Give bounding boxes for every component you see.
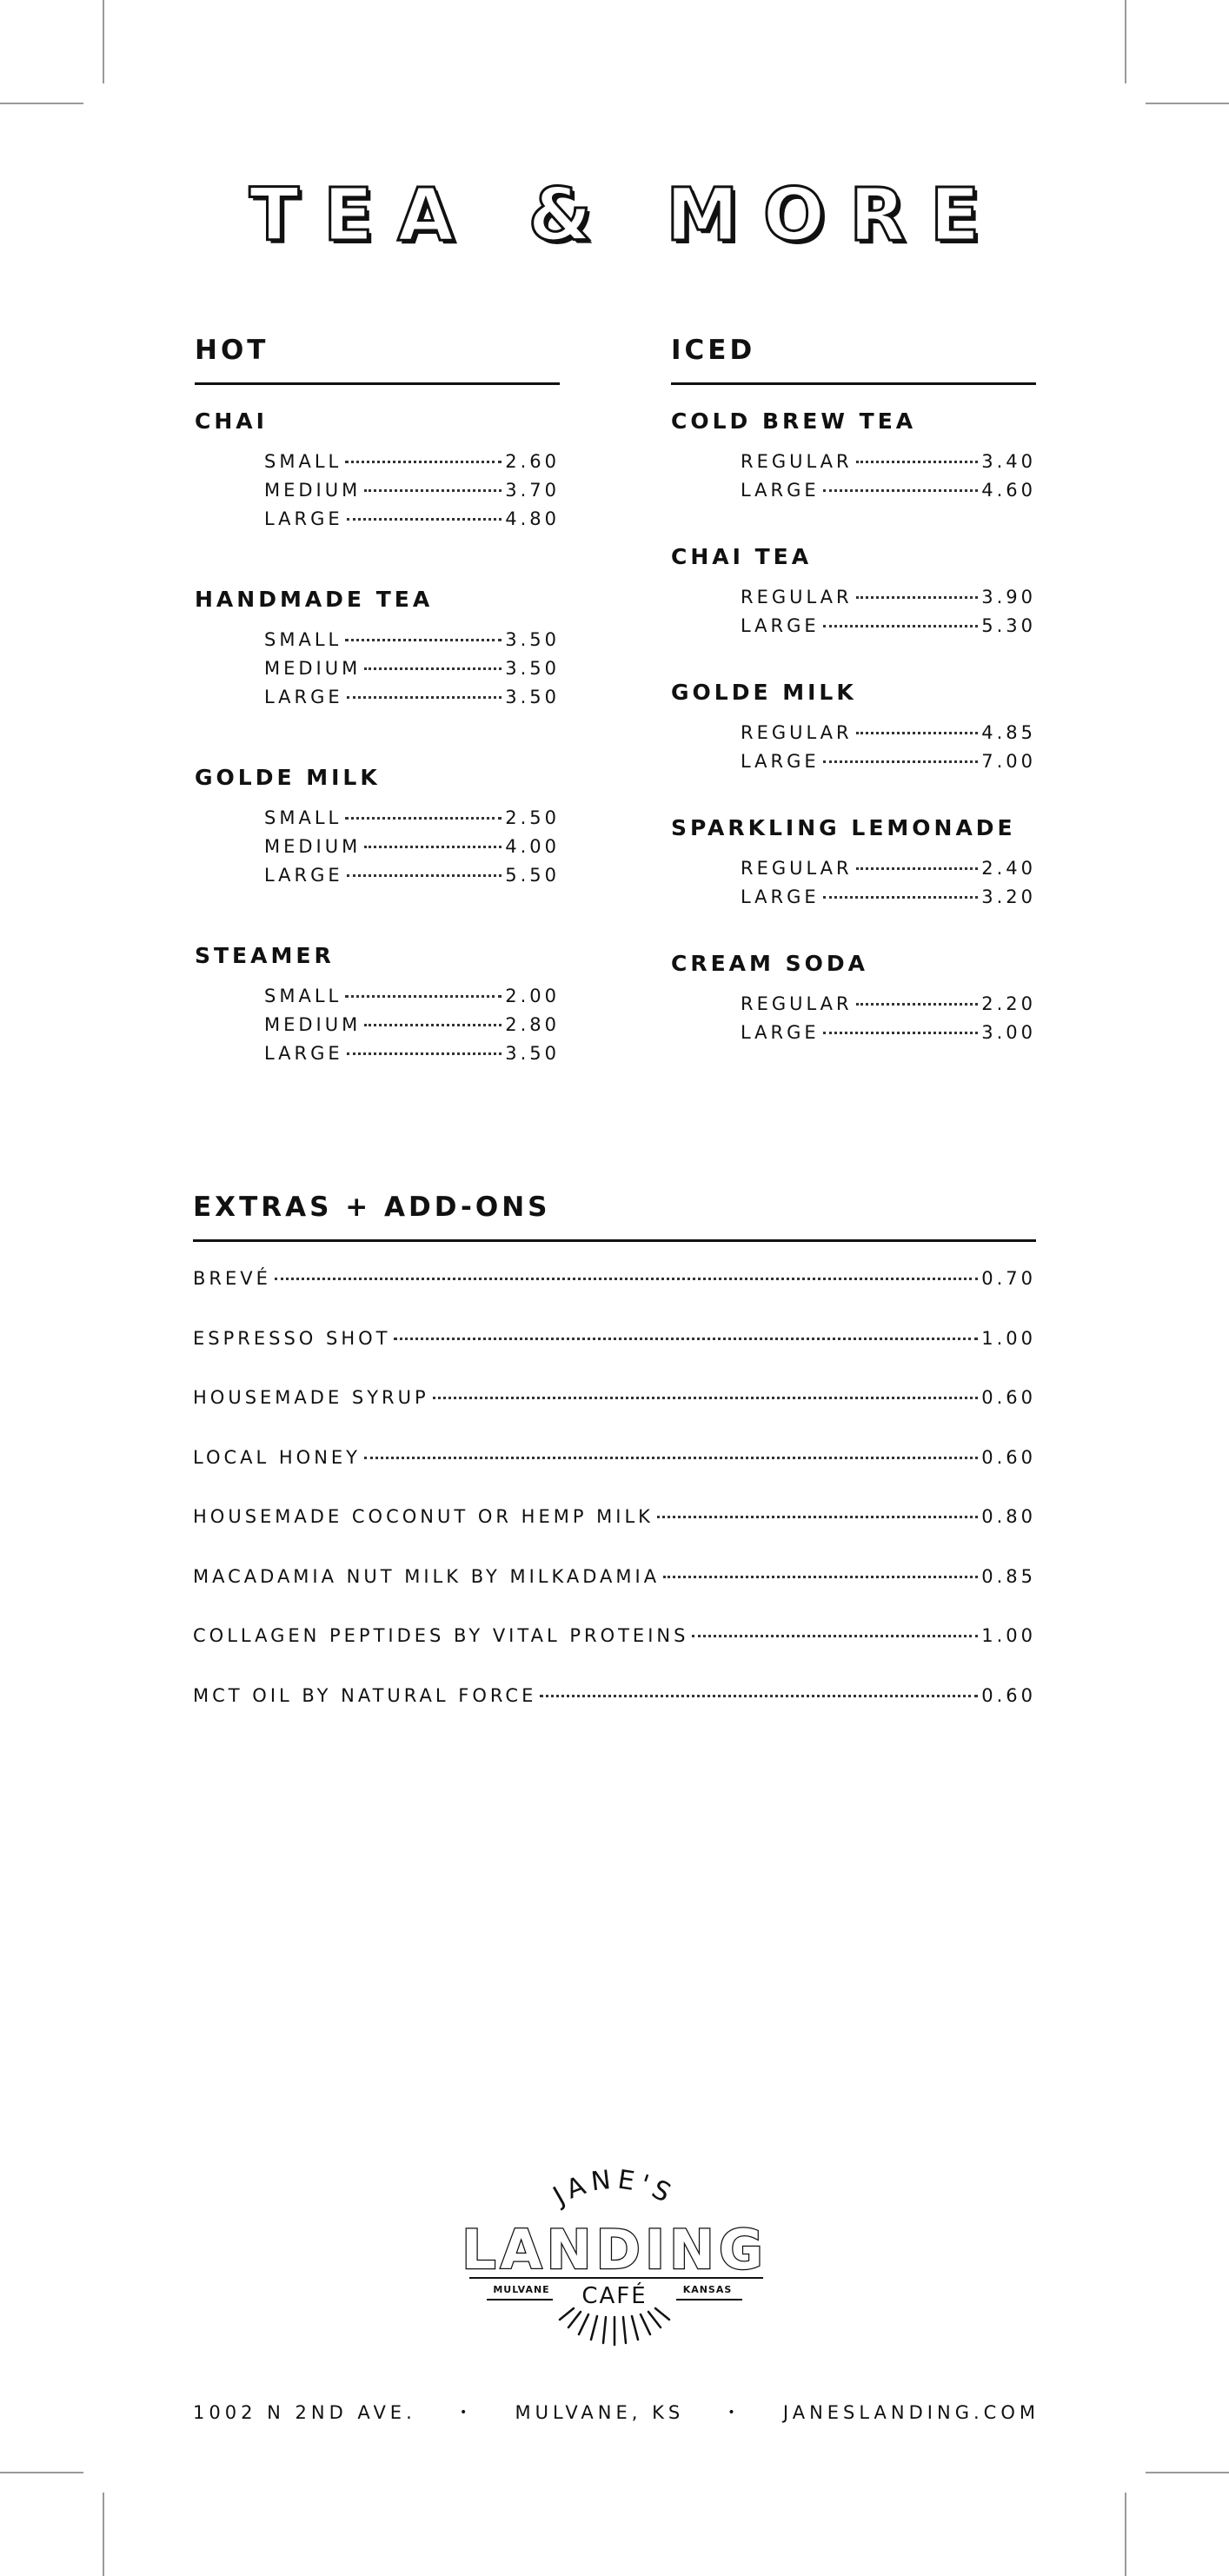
extra-price: 0.80 xyxy=(981,1506,1036,1527)
menu-item xyxy=(671,677,1036,776)
dot-leader xyxy=(364,1457,978,1459)
price-row xyxy=(264,1011,560,1039)
price-row xyxy=(264,654,560,683)
crop-mark xyxy=(0,103,83,104)
menu-item xyxy=(671,813,1036,912)
item-name: CHAI xyxy=(195,408,268,434)
price-row xyxy=(264,626,560,654)
item-name: GOLDE MILK xyxy=(195,765,381,790)
menu-title: TEA & MORE xyxy=(249,172,1005,257)
price-value: 5.30 xyxy=(981,615,1036,636)
price-value: 3.20 xyxy=(981,886,1036,907)
dot-leader xyxy=(364,489,502,492)
dot-leader xyxy=(657,1516,978,1518)
price-row xyxy=(264,982,560,1011)
size-label: LARGE xyxy=(264,865,343,886)
iced-rule xyxy=(671,382,1036,385)
footer-separator: • xyxy=(459,2406,472,2420)
item-name: HANDMADE TEA xyxy=(195,587,434,612)
dot-leader xyxy=(347,1052,502,1055)
price-value: 5.50 xyxy=(505,865,560,886)
extra-item xyxy=(193,1380,1036,1440)
size-label: MEDIUM xyxy=(264,836,362,857)
price-row xyxy=(741,612,1036,641)
size-label: MEDIUM xyxy=(264,1014,362,1035)
footer xyxy=(193,2397,1040,2428)
dot-leader xyxy=(856,461,979,463)
dot-leader xyxy=(823,1032,979,1034)
item-name: GOLDE MILK xyxy=(671,680,857,705)
price-row xyxy=(741,990,1036,1019)
price-value: 4.60 xyxy=(981,480,1036,501)
price-list xyxy=(264,982,560,1068)
crop-mark xyxy=(1146,103,1229,104)
iced-section xyxy=(671,330,1036,1047)
price-row xyxy=(264,804,560,833)
item-name: STEAMER xyxy=(195,943,335,968)
extra-name: MCT OIL BY NATURAL FORCE xyxy=(193,1684,537,1706)
price-list xyxy=(741,583,1036,641)
price-value: 3.50 xyxy=(505,687,560,707)
price-value: 3.40 xyxy=(981,451,1036,472)
extras-list xyxy=(193,1261,1036,1737)
size-label: LARGE xyxy=(741,1022,820,1043)
extra-item xyxy=(193,1440,1036,1500)
dot-leader xyxy=(823,625,979,627)
size-label: LARGE xyxy=(264,1043,343,1064)
price-row xyxy=(741,854,1036,883)
price-row xyxy=(264,448,560,476)
crop-mark xyxy=(1146,2472,1229,2473)
price-list xyxy=(741,448,1036,505)
size-label: REGULAR xyxy=(741,722,853,743)
menu-item xyxy=(671,406,1036,505)
price-value: 3.70 xyxy=(505,480,560,501)
price-row xyxy=(741,719,1036,747)
extra-item xyxy=(193,1559,1036,1619)
extra-price: 0.85 xyxy=(981,1565,1036,1587)
size-label: LARGE xyxy=(741,886,820,907)
extra-name: MACADAMIA NUT MILK BY MILKADAMIA xyxy=(193,1565,661,1587)
extra-price: 0.60 xyxy=(981,1446,1036,1468)
sunburst-icon xyxy=(560,2308,669,2345)
size-label: MEDIUM xyxy=(264,480,362,501)
price-value: 4.00 xyxy=(505,836,560,857)
size-label: LARGE xyxy=(264,687,343,707)
size-label: REGULAR xyxy=(741,587,853,607)
dot-leader xyxy=(345,461,502,463)
footer-website[interactable]: JANESLANDING.COM xyxy=(782,2402,1040,2423)
price-value: 2.80 xyxy=(505,1014,560,1035)
size-label: SMALL xyxy=(264,451,342,472)
janes-landing-logo xyxy=(417,2147,812,2364)
size-label: SMALL xyxy=(264,629,342,650)
price-row xyxy=(741,1019,1036,1047)
dot-leader xyxy=(345,817,502,820)
price-value: 4.85 xyxy=(981,722,1036,743)
footer-separator: • xyxy=(727,2406,740,2420)
extras-heading: EXTRAS + ADD-ONS xyxy=(193,1192,551,1223)
dot-leader xyxy=(540,1695,978,1697)
menu-item xyxy=(195,762,560,890)
extra-name: BREVÉ xyxy=(193,1268,271,1289)
size-label: REGULAR xyxy=(741,858,853,879)
price-row xyxy=(264,833,560,861)
size-label: REGULAR xyxy=(741,451,853,472)
footer-address: 1002 N 2ND AVE. xyxy=(193,2402,416,2423)
price-value: 3.50 xyxy=(505,629,560,650)
iced-heading: ICED xyxy=(671,335,756,366)
dot-leader xyxy=(856,867,979,870)
price-value: 2.40 xyxy=(981,858,1036,879)
crop-mark xyxy=(0,2472,83,2473)
price-row xyxy=(264,1039,560,1068)
price-value: 2.60 xyxy=(505,451,560,472)
price-row xyxy=(264,683,560,712)
extra-name: ESPRESSO SHOT xyxy=(193,1327,391,1349)
dot-leader xyxy=(856,596,979,599)
iced-items xyxy=(671,406,1036,1047)
size-label: LARGE xyxy=(741,751,820,772)
price-value: 2.50 xyxy=(505,807,560,828)
dot-leader xyxy=(394,1338,978,1340)
extra-price: 1.00 xyxy=(981,1625,1036,1646)
extra-item xyxy=(193,1261,1036,1321)
price-row xyxy=(264,476,560,505)
hot-heading: HOT xyxy=(195,335,269,366)
size-label: MEDIUM xyxy=(264,658,362,679)
size-label: SMALL xyxy=(264,986,342,1006)
dot-leader xyxy=(692,1635,978,1637)
dot-leader xyxy=(347,518,502,521)
extra-price: 0.60 xyxy=(981,1684,1036,1706)
price-list xyxy=(264,804,560,890)
dot-leader xyxy=(347,696,502,699)
crop-mark xyxy=(103,0,104,83)
extra-item xyxy=(193,1618,1036,1678)
extra-item xyxy=(193,1499,1036,1559)
price-row xyxy=(741,747,1036,776)
dot-leader xyxy=(364,667,502,670)
price-row xyxy=(264,505,560,534)
menu-item xyxy=(195,584,560,712)
extra-name: COLLAGEN PEPTIDES BY VITAL PROTEINS xyxy=(193,1625,689,1646)
price-value: 3.00 xyxy=(981,1022,1036,1043)
item-name: COLD BREW TEA xyxy=(671,408,917,434)
extra-name: LOCAL HONEY xyxy=(193,1446,362,1468)
crop-mark xyxy=(103,2493,104,2576)
dot-leader xyxy=(275,1278,978,1280)
price-list xyxy=(741,719,1036,776)
dot-leader xyxy=(345,639,502,641)
logo-main-text: LANDING xyxy=(462,2218,767,2281)
menu-item xyxy=(671,948,1036,1047)
hot-section xyxy=(195,330,560,1068)
menu-item xyxy=(671,541,1036,641)
dot-leader xyxy=(823,760,979,763)
hot-rule xyxy=(195,382,560,385)
menu-item xyxy=(195,406,560,534)
size-label: LARGE xyxy=(741,615,820,636)
crop-mark xyxy=(1125,2493,1126,2576)
extra-price: 1.00 xyxy=(981,1327,1036,1349)
dot-leader xyxy=(364,1024,502,1026)
size-label: LARGE xyxy=(741,480,820,501)
dot-leader xyxy=(347,874,502,877)
logo-top-text: JANE'S xyxy=(548,2164,681,2212)
price-value: 7.00 xyxy=(981,751,1036,772)
price-list xyxy=(741,854,1036,912)
extra-item xyxy=(193,1321,1036,1381)
logo-left-text: MULVANE xyxy=(493,2284,550,2295)
size-label: SMALL xyxy=(264,807,342,828)
size-label: LARGE xyxy=(264,508,343,529)
dot-leader xyxy=(856,1003,979,1006)
item-name: CHAI TEA xyxy=(671,544,813,569)
dot-leader xyxy=(823,489,979,492)
dot-leader xyxy=(433,1397,979,1399)
extras-rule xyxy=(193,1239,1036,1242)
dot-leader xyxy=(823,896,979,899)
price-row xyxy=(741,583,1036,612)
extras-section xyxy=(193,1187,1036,1737)
extra-name: HOUSEMADE SYRUP xyxy=(193,1387,429,1408)
extra-price: 0.60 xyxy=(981,1387,1036,1408)
logo-right-text: KANSAS xyxy=(682,2284,733,2295)
footer-city: MULVANE, KS xyxy=(515,2402,685,2423)
dot-leader xyxy=(856,732,979,734)
extra-item xyxy=(193,1678,1036,1738)
price-list xyxy=(264,448,560,534)
extra-price: 0.70 xyxy=(981,1268,1036,1289)
price-value: 3.50 xyxy=(505,658,560,679)
size-label: REGULAR xyxy=(741,993,853,1014)
price-value: 3.90 xyxy=(981,587,1036,607)
item-name: CREAM SODA xyxy=(671,951,868,976)
price-value: 4.80 xyxy=(505,508,560,529)
price-value: 2.00 xyxy=(505,986,560,1006)
price-row xyxy=(741,448,1036,476)
price-row xyxy=(741,476,1036,505)
price-value: 2.20 xyxy=(981,993,1036,1014)
dot-leader xyxy=(345,995,502,998)
price-list xyxy=(264,626,560,712)
logo-sub-text: CAFÉ xyxy=(581,2283,648,2309)
item-name: SPARKLING LEMONADE xyxy=(671,815,1016,840)
extra-name: HOUSEMADE COCONUT OR HEMP MILK xyxy=(193,1506,654,1527)
price-value: 3.50 xyxy=(505,1043,560,1064)
crop-mark xyxy=(1125,0,1126,83)
price-row xyxy=(264,861,560,890)
price-row xyxy=(741,883,1036,912)
price-list xyxy=(741,990,1036,1047)
hot-items xyxy=(195,406,560,1068)
dot-leader xyxy=(663,1576,978,1578)
menu-item xyxy=(195,940,560,1068)
dot-leader xyxy=(364,846,502,848)
